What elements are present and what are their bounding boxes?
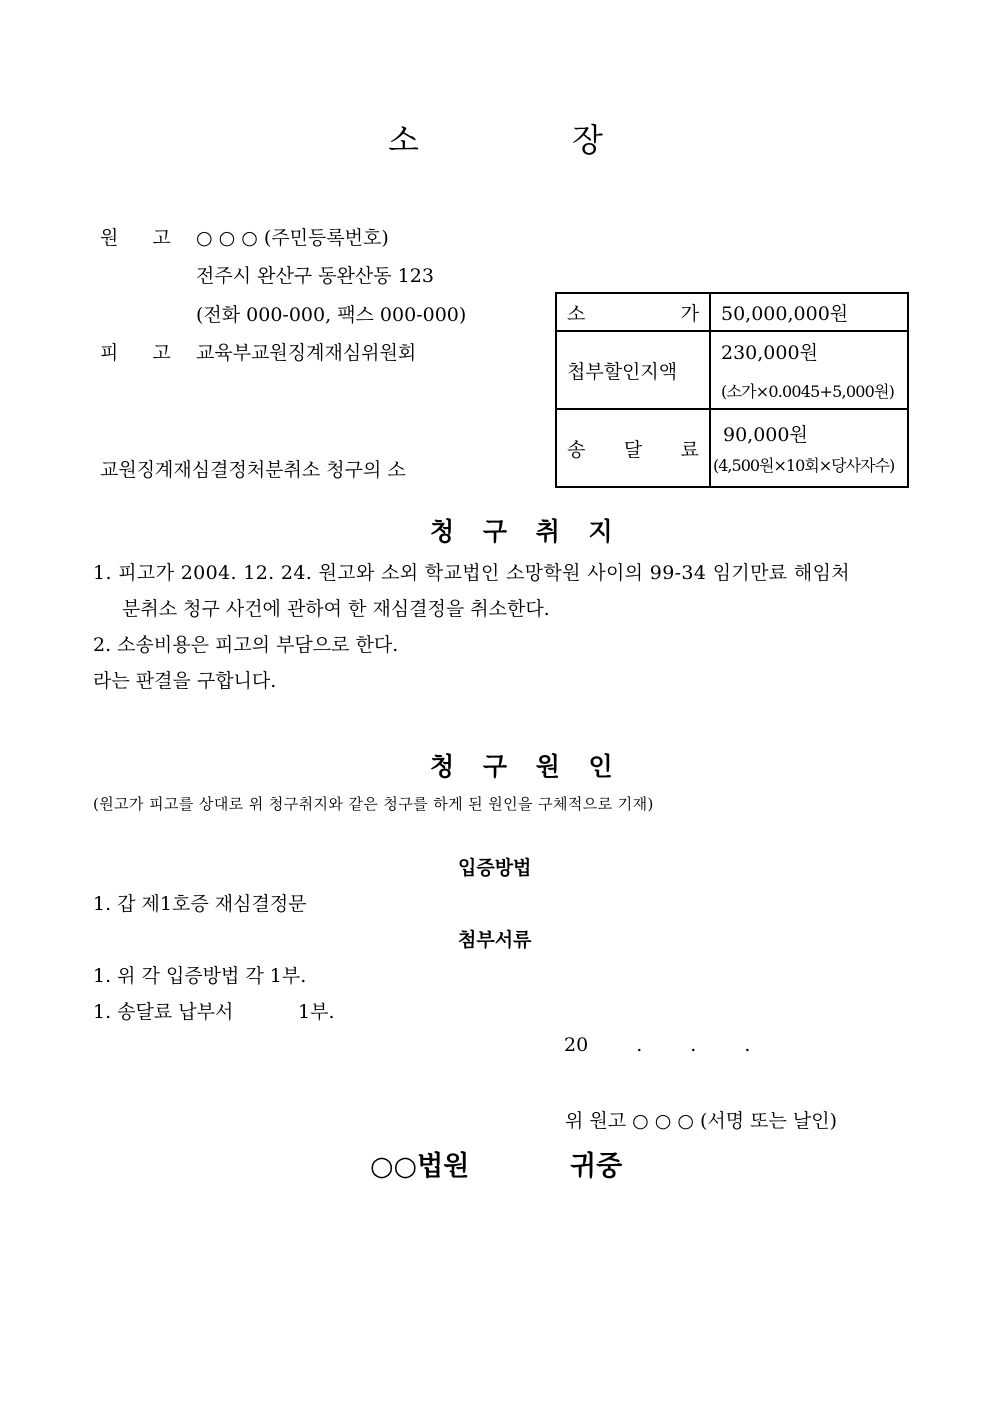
document-title-right: 장 [572,121,603,159]
claim-purpose-item-1-cont: 분취소 청구 사건에 관하여 한 재심결정을 취소한다. [122,598,550,620]
claim-cause-note: (원고가 피고를 상대로 위 청구취지와 같은 청구를 하게 된 원인을 구체적으로 기재) [93,795,654,813]
fee-row-service [556,409,908,487]
fee-formula: (소가×0.0045+5,000원) [721,382,895,401]
court-name: ○○법원 [370,1151,470,1182]
claim-purpose-heading: 청 구 취 지 [430,517,623,546]
attachments-item-2-count: 1부. [298,1001,335,1023]
attachments-item-2-label: 1. 송달료 납부서 [93,1001,234,1023]
document-title-left: 소 [388,121,419,159]
plaintiff-contact: (전화 000-000, 팩스 000-000) [196,304,467,326]
attachments-item-1: 1. 위 각 입증방법 각 1부. [93,965,307,987]
plaintiff-name: ○ ○ ○ (주민등록번호) [196,227,389,249]
fee-label-part: 달 [623,438,643,461]
claim-purpose-closing: 라는 판결을 구합니다. [93,670,277,692]
defendant-name: 교육부교원징계재심위원회 [196,342,417,364]
fee-value-stamp [710,331,908,409]
date-line: 20 . . . [564,1034,751,1056]
evidence-heading: 입증방법 [458,857,532,879]
defendant-label: 피 고 [100,342,185,364]
fee-value-claim-value: 50,000,000원 [710,293,908,331]
fee-label-claim-value [556,293,710,331]
fee-label-part: 소 [567,302,586,325]
signature-line: 위 원고 ○ ○ ○ (서명 또는 날인) [565,1110,838,1132]
evidence-item-1: 1. 갑 제1호증 재심결정문 [93,893,307,915]
fee-amount: 90,000원 [723,424,808,446]
claim-purpose-item-1: 1. 피고가 2004. 12. 24. 원고와 소외 학교법인 소망학원 사이의 99-34 임기만료 해임처 [93,562,851,584]
attachments-heading: 첨부서류 [458,929,532,951]
court-suffix: 귀중 [570,1151,623,1182]
plaintiff-address: 전주시 완산구 동완산동 123 [196,265,434,287]
claim-purpose-item-2: 2. 소송비용은 피고의 부담으로 한다. [93,634,399,656]
fee-label-stamp: 첩부할인지액 [556,331,710,409]
fee-label-part: 가 [680,302,699,325]
plaintiff-label: 원 고 [100,227,185,249]
fee-value-service [710,409,908,487]
fee-table [555,292,909,488]
fee-row-claim-value [556,293,908,331]
claim-cause-heading: 청 구 원 인 [430,752,623,781]
fee-label-part: 송 [567,438,586,461]
fee-row-stamp [556,331,908,409]
fee-label-service [556,409,710,487]
case-name: 교원징계재심결정처분취소 청구의 소 [100,459,406,481]
fee-formula: (4,500원×10회×당사자수) [713,456,895,475]
fee-label-part: 료 [680,438,699,461]
fee-amount: 230,000원 [721,342,818,364]
